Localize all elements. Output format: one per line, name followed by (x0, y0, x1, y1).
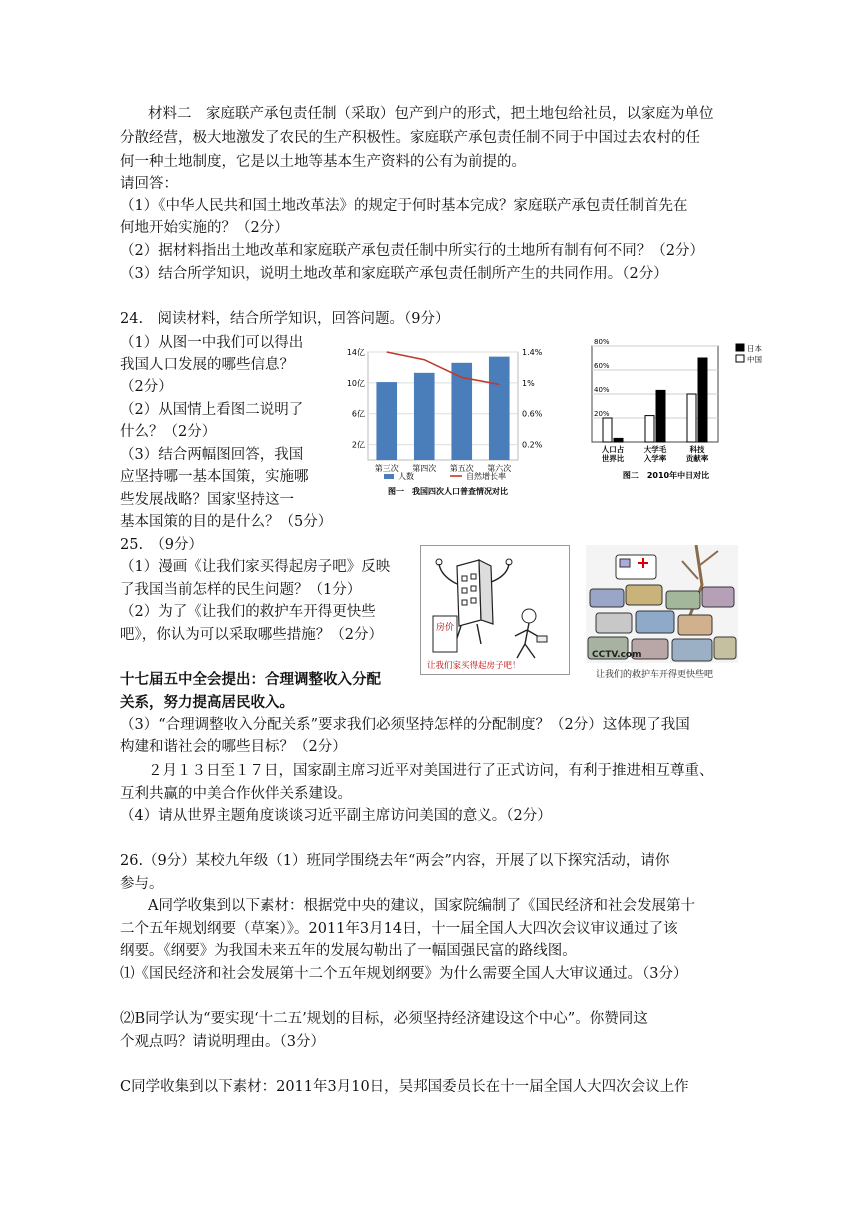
q23-line-4: （3）结合所学知识，说明土地改革和家庭联产承包责任制所产生的共同作用。（2分） (120, 266, 668, 282)
q26-a-line-2: 二个五年规划纲要（草案）》。2011年3月14日，十一届全国人大四次会议审议通过了该 (120, 921, 678, 937)
chart1-legend-label-line: 自然增长率 (466, 472, 506, 481)
house-cartoon-caption: 让我们家买得起房子吧！ (427, 661, 521, 671)
chart1-legend-label-bars: 人数 (398, 472, 414, 481)
q25-title: 25. （9分） (120, 537, 204, 553)
q24-line-7: 应坚持哪一基本国策，实施哪 (120, 469, 309, 485)
ambulance-cartoon (586, 545, 738, 679)
q24-line-1: （1）从图一中我们可以得出 (120, 335, 304, 351)
chart1-y-tick-right: 0.2% (522, 440, 543, 450)
price-tag-label: 房价 (435, 623, 455, 633)
q25-q4: （4）请从世界主题角度谈谈习近平副主席访问美国的意义。（2分） (120, 808, 552, 824)
q24-line-3: （2分） (120, 379, 173, 395)
q24-line-2: 我国人口发展的哪些信息？ (120, 357, 294, 373)
q25-q3-line-1: （3）“合理调整收入分配关系”要求我们必须坚持怎样的分配制度？（2分）这体现了我国 (120, 717, 690, 733)
chart2-bar-china (603, 418, 612, 442)
material2-line-2: 分散经营，极大地激发了农民的生产积极性。家庭联产承包责任制不同于中国过去农村的任 (120, 130, 700, 146)
cctv-logo: CCTV.com (592, 650, 642, 660)
please-answer: 请回答： (120, 176, 178, 192)
q26-q2-line-1: ⑵B同学认为“要实现‘十二五’规划的目标，必须坚持经济建设这个中心”。你赞同这 (120, 1011, 648, 1027)
chart1-y-tick-left: 14亿 (346, 348, 365, 357)
chart2-x-tick: 世界比 (601, 454, 625, 463)
q26-c-line: C同学收集到以下素材：2011年3月10日，吴邦国委员长在十一届全国人大四次会议上作 (120, 1079, 689, 1095)
q25-line-4: 吧》，你认为可以采取哪些措施？（2分） (120, 627, 383, 643)
chart2-y-tick: 60% (594, 362, 610, 370)
plenum-line-1: 十七届五中全会提出：合理调整收入分配 (120, 671, 381, 688)
q24-line-8: 些发展战略？国家坚持这一 (120, 492, 294, 508)
material2-line-1: 材料二 家庭联产承包责任制（采取）包产到户的形式，把土地包给社员，以家庭为单位 (148, 106, 714, 122)
q26-intro-line-1: 26.（9分）某校九年级（1）班同学围绕去年“两会”内容，开展了以下探究活动，请你 (120, 853, 670, 869)
q24-line-5: 什么？（2分） (120, 424, 217, 440)
chart2-legend-swatch-japan (736, 344, 744, 351)
chart1-x-tick: 第六次 (487, 464, 512, 473)
census-chart (338, 340, 558, 500)
chart1-y-tick-right: 1% (522, 378, 535, 388)
q25-q3-line-2: 构建和谐社会的哪些目标？（2分） (120, 739, 347, 755)
chart2-legend-label-china: 中国 (747, 355, 762, 364)
chart2-bar-china (687, 394, 696, 442)
chart2-y-tick: 80% (594, 338, 610, 346)
chart2-x-tick: 入学率 (643, 454, 667, 463)
chart1-bar (376, 382, 397, 460)
chart1-bar (489, 357, 510, 460)
chart1-bar (414, 373, 435, 460)
chart1-x-tick: 第五次 (449, 464, 474, 473)
q26-q1: ⑴《国民经济和社会发展第十二个五年规划纲要》为什么需要全国人大审议通过。（3分） (120, 966, 688, 982)
q26-q2-line-2: 个观点吗？请说明理由。（3分） (120, 1034, 325, 1050)
chart2-x-tick: 人口占 (601, 445, 625, 454)
chart2-title: 图二 2010年中日对比 (622, 471, 710, 480)
house-price-cartoon (420, 545, 570, 675)
chart2-legend-label-japan: 日本 (747, 344, 762, 353)
visit-line-1: ２月１３日至１７日，国家副主席习近平对美国进行了正式访问，有利于推进相互尊重、 (148, 763, 714, 779)
q25-line-3: （2）为了《让我们的救护车开得更快些 (120, 604, 376, 620)
chart2-bar-china (645, 416, 654, 442)
visit-line-2: 互利共赢的中美合作伙伴关系建设。 (120, 786, 352, 802)
chart2-y-tick: 20% (594, 410, 610, 418)
q24-title: 24. 阅读材料，结合所学知识，回答问题。（9分） (120, 311, 450, 327)
chart2-legend-swatch-china (736, 355, 744, 362)
q25-line-2: 了我国当前怎样的民生问题？（1分） (120, 582, 362, 598)
q25-line-1: （1）漫画《让我们家买得起房子吧》反映 (120, 559, 391, 575)
chart2-bar-japan (614, 438, 623, 442)
chart2-x-tick: 科技 (689, 445, 705, 454)
chart1-title: 图一 我国四次人口普查情况对比 (388, 487, 508, 496)
q24-line-4: （2）从国情上看图二说明了 (120, 402, 304, 418)
chart1-x-tick: 第四次 (412, 464, 437, 473)
chart1-y-tick-left: 2亿 (351, 440, 365, 450)
q23-line-2: 何地开始实施的？（2分） (120, 220, 289, 236)
q26-a-line-1: A同学收集到以下素材：根据党中央的建议，国家院编制了《国民经济和社会发展第十 (148, 898, 695, 914)
house-price-drawing (421, 546, 569, 674)
chart2-x-tick: 贡献率 (685, 454, 709, 463)
q26-intro-line-2: 参与。 (120, 876, 164, 892)
plenum-line-2: 关系，努力提高居民收入。 (120, 694, 294, 711)
q23-line-3: （2）据材料指出土地改革和家庭联产承包责任制中所实行的土地所有制有何不同？（2分） (120, 243, 704, 259)
chart1-y-tick-right: 1.4% (522, 348, 543, 357)
ambulance-drawing (586, 545, 738, 679)
ambulance-cartoon-caption: 让我们的救护车开得更快些吧 (596, 670, 714, 680)
chart2-x-tick: 大学毛 (643, 445, 667, 454)
material2-line-3: 何一种土地制度，它是以土地等基本生产资料的公有为前提的。 (120, 154, 526, 170)
q24-line-9: 基本国策的目的是什么？（5分） (120, 514, 333, 530)
chart1-y-tick-right: 0.6% (522, 409, 543, 419)
chart2-bar-japan (698, 358, 707, 442)
chart1-legend-swatch-bars (384, 474, 394, 479)
chart2-y-tick: 40% (594, 386, 610, 394)
chart1-x-tick: 第三次 (374, 464, 399, 473)
chart1-y-tick-left: 6亿 (351, 409, 365, 419)
chart1-y-tick-left: 10亿 (346, 378, 365, 388)
chart2-bar-japan (656, 390, 665, 442)
q23-line-1: （1）《中华人民共和国土地改革法》的规定于何时基本完成？家庭联产承包责任制首先在 (120, 198, 688, 214)
q24-line-6: （3）结合两幅图回答，我国 (120, 447, 304, 463)
china-japan-chart (580, 338, 780, 486)
q26-a-line-3: 纲要。《纲要》为我国未来五年的发展勾勒出了一幅国强民富的路线图。 (120, 943, 577, 959)
